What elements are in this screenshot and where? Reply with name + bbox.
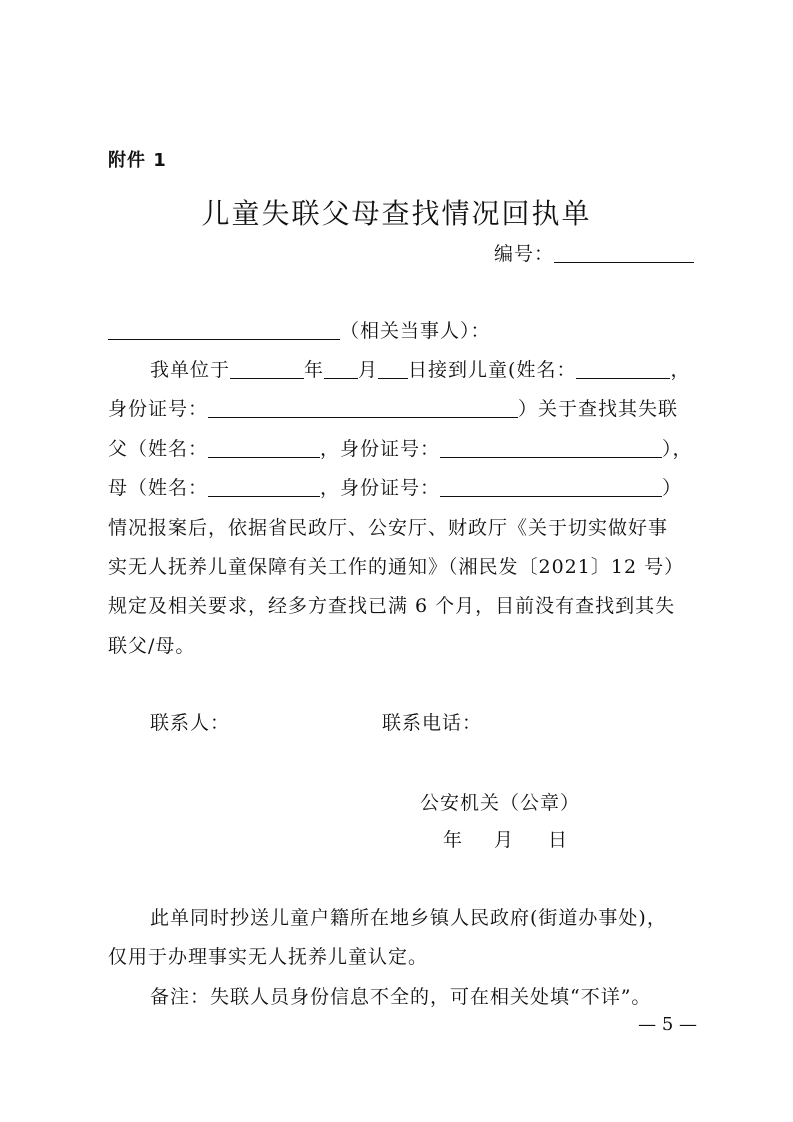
text-segment: 年 <box>304 359 325 381</box>
copy-line: 仅用于办理事实无人抚养儿童认定。 <box>108 946 429 968</box>
body-line: 情况报案后，依据省民政厅、公安厅、财政厅《关于切实做好事 <box>108 517 669 539</box>
text-segment: 日接到儿童(姓名： <box>408 359 577 381</box>
text-segment: ） <box>662 477 683 499</box>
text-segment: 身份证号： <box>108 398 209 420</box>
text-segment: ，身份证号： <box>320 477 441 499</box>
text-segment: 月 <box>358 359 379 381</box>
form-line-3 <box>108 437 693 461</box>
form-line-4 <box>108 476 682 500</box>
father-id-blank[interactable] <box>440 439 662 458</box>
contact-person-label: 联系人： <box>150 712 231 734</box>
serial-label: 编号： <box>494 243 555 265</box>
year-blank[interactable] <box>230 360 304 379</box>
body-line: 实无人抚养儿童保障有关工作的通知》（湘民发〔2021〕12 号） <box>108 556 685 578</box>
father-name-blank[interactable] <box>208 439 320 458</box>
party-suffix: （相关当事人）： <box>340 320 491 342</box>
seal-label: 公安机关（公章） <box>420 792 581 814</box>
party-row <box>108 319 491 343</box>
attachment-label: 附件 1 <box>108 150 167 171</box>
text-segment: 我单位于 <box>150 359 231 381</box>
text-segment: ）， <box>662 438 693 460</box>
mother-id-blank[interactable] <box>440 478 662 497</box>
text-segment: ，身份证号： <box>320 438 441 460</box>
contact-phone-label: 联系电话： <box>382 712 483 734</box>
mother-name-blank[interactable] <box>208 478 320 497</box>
date-year: 年 <box>443 829 464 851</box>
note-line: 备注：失联人员身份信息不全的，可在相关处填“不详”。 <box>150 986 652 1008</box>
serial-row <box>494 242 694 266</box>
date-day: 日 <box>548 829 569 851</box>
page-number: — 5 — <box>638 1014 697 1035</box>
child-id-blank[interactable] <box>208 399 518 418</box>
body-line: 规定及相关要求，经多方查找已满 6 个月，目前没有查找到其失 <box>108 595 676 617</box>
text-segment: 母（姓名： <box>108 477 209 499</box>
date-month: 月 <box>494 829 515 851</box>
form-line-2 <box>108 397 678 421</box>
form-line-1 <box>150 358 690 382</box>
body-line: 联父/母。 <box>108 635 196 657</box>
text-segment: ， <box>670 359 691 381</box>
page-title: 儿童失联父母查找情况回执单 <box>201 197 592 230</box>
serial-blank[interactable] <box>554 244 694 263</box>
copy-line: 此单同时抄送儿童户籍所在地乡镇人民政府(街道办事处)， <box>150 907 667 929</box>
day-blank[interactable] <box>378 360 408 379</box>
text-segment: ）关于查找其失联 <box>518 398 679 420</box>
month-blank[interactable] <box>324 360 358 379</box>
text-segment: 父（姓名： <box>108 438 209 460</box>
child-name-blank[interactable] <box>576 360 670 379</box>
party-blank[interactable] <box>108 321 340 340</box>
